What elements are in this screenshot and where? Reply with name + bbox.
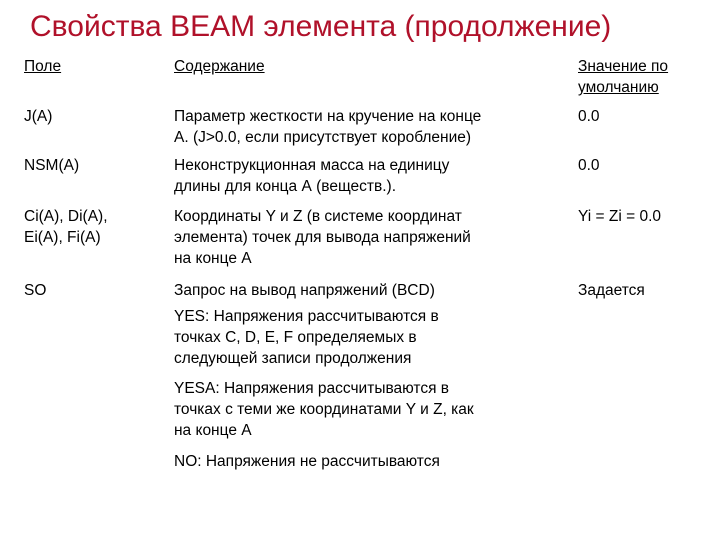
row-field-line: Ci(A), Di(A), (24, 208, 108, 225)
row-content-line: Неконструкционная масса на единицу (174, 157, 450, 174)
row-content-line: на конце А (174, 250, 252, 267)
so-option-line: YESA: Напряжения рассчитываются в (174, 380, 450, 397)
so-option-line: NO: Напряжения не рассчитываются (174, 453, 440, 470)
row-content-line: Координаты Y и Z (в системе координат (174, 208, 462, 225)
row-content-line: А. (J>0.0, если присутствует коробление) (174, 129, 472, 146)
row-content-line: элемента) точек для вывода напряжений (174, 229, 471, 246)
row-field: SO (24, 282, 47, 299)
row-field: NSM(A) (24, 157, 80, 174)
slide-title: Свойства BEAM элемента (продолжение) (30, 10, 612, 43)
so-option-line: точках с теми же координатами Y и Z, как (174, 401, 474, 418)
so-option-line: YES: Напряжения рассчитываются в (174, 308, 439, 325)
row-default: Задается (578, 282, 645, 299)
row-content-line: длины для конца А (веществ.). (174, 178, 397, 195)
row-default: 0.0 (578, 157, 600, 174)
header-field: Поле (24, 58, 62, 75)
so-option-line: точках C, D, E, F определяемых в (174, 329, 417, 346)
row-content-line: Параметр жесткости на кручение на конце (174, 108, 482, 125)
row-content-line: Запрос на вывод напряжений (BCD) (174, 282, 435, 299)
row-default: 0.0 (578, 108, 600, 125)
header-content: Содержание (174, 58, 265, 75)
header-default-line1: Значение по (578, 58, 669, 75)
row-field-line: Ei(A), Fi(A) (24, 229, 101, 246)
header-default-line2: умолчанию (578, 79, 659, 96)
row-field: J(A) (24, 108, 53, 125)
row-default: Yi = Zi = 0.0 (578, 208, 661, 225)
so-option-line: на конце А (174, 422, 252, 439)
so-option-line: следующей записи продолжения (174, 350, 412, 367)
